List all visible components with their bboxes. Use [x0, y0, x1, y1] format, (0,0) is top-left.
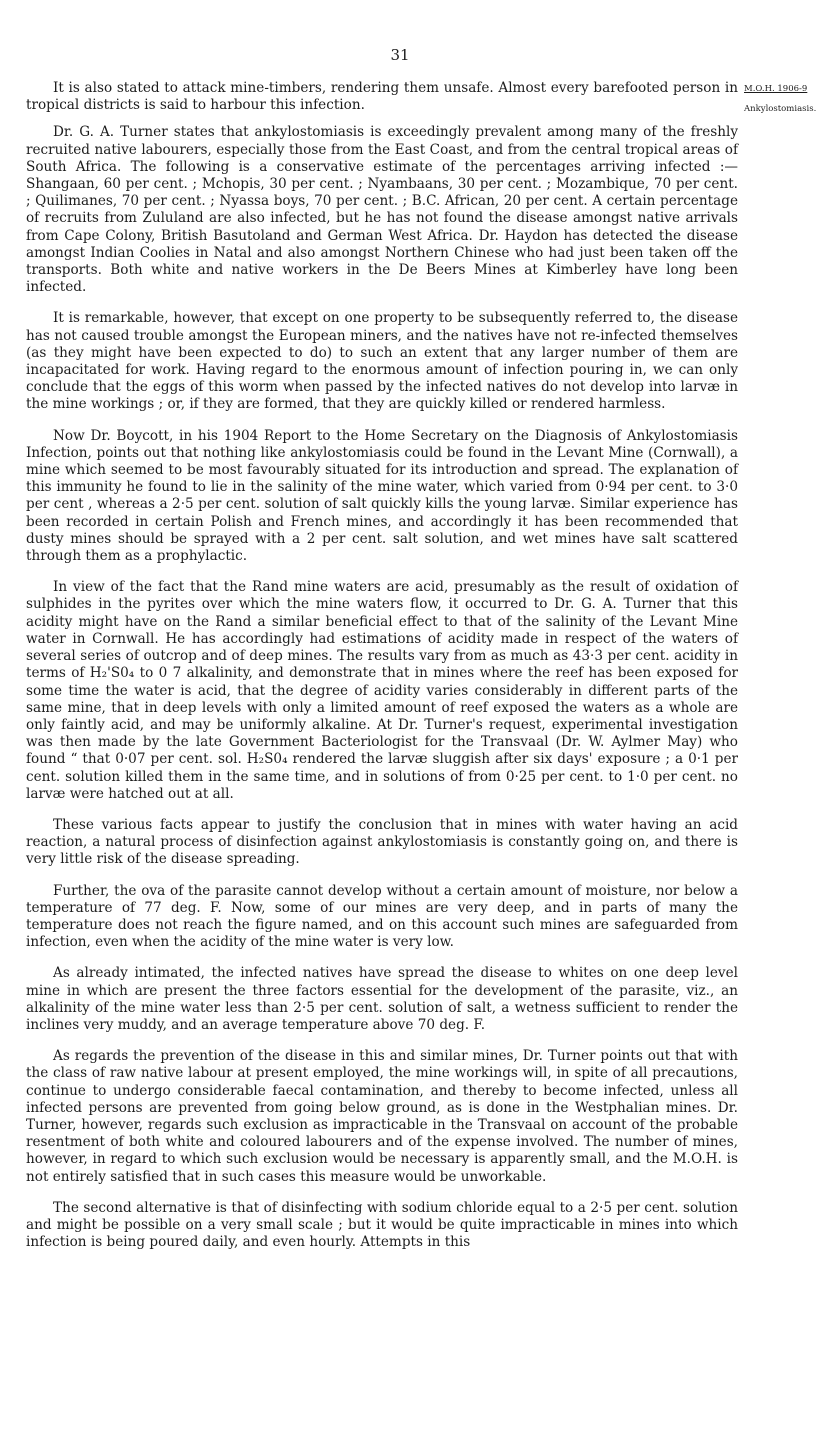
paragraph-european-miners: It is remarkable, however, that except on one property to be subsequently referred to, the disease has not caused trouble amongst the European miners, and the natives have not re-infected themselves (as they might have been expected to do) to such an extent that any larger number of them are incapacitated for work. Having regard to the enormous amount of infection pouring in, we can only conclude that the eggs of this worm when passed by the infected natives do not develop into larvæ in the mine workings ; or, if they are formed, that they are quickly killed or rendered harmless. — [26, 310, 738, 413]
margin-reference: M.O.H. 1906-9 — [744, 84, 808, 94]
paragraph-boycott-report: Now Dr. Boycott, in his 1904 Report to the Home Secretary on the Diagnosis of Ankylostomiasis Infection, points out that nothing like ankylostomiasis could be found in the Levant Mine (Cornwall), a mine which seemed to be most favourably situated for its introduction and spread. The explanation of this immunity he found to lie in the salinity of the mine water, which varied from 0·94 per cent. to 3·0 per cent , whereas a 2·5 per cent. solution of salt quickly kills the young larvæ. Similar experience has been recorded in certain Polish and French mines, and accordingly it has been recommended that dusty mines should be sprayed with a 2 per cent. salt solution, and wet mines have salt scattered through them as a prophylactic. — [26, 427, 738, 565]
page-number: 31 — [390, 46, 410, 64]
margin-topic-note: Ankylostomiasis. — [744, 104, 816, 114]
paragraph-moisture-temperature: Further, the ova of the parasite cannot develop without a certain amount of moisture, nor below a temperature of 77 deg. F. Now, some of our mines are very deep, and in parts of many the temperature does not reach the figure named, and on this account such mines are safeguarded from infection, even when the acidity of the mine water is very low. — [26, 882, 738, 951]
paragraph-second-alternative: The second alternative is that of disinfecting with sodium chloride equal to a 2·5 per cent. solution and might be possible on a very small scale ; but it would be quite impracticable in mines into which infection is being poured daily, and even hourly. Attempts in this — [26, 1199, 738, 1251]
body-text — [26, 80, 738, 1265]
paragraph-rand-acidity: In view of the fact that the Rand mine waters are acid, presumably as the result of oxidation of sulphides in the pyrites over which the mine waters flow, it occurred to Dr. G. A. Turner that this acidity might have on the Rand a similar beneficial effect to that of the salinity of the Levant Mine water in Cornwall. He has accordingly had estimations of acidity made in respect of the waters of several series of outcrop and of deep mines. The results vary from as much as 43·3 per cent. acidity in terms of H₂'S0₄ to 0 7 alkalinity, and demonstrate that in mines where the reef has been exposed for some time the water is acid, that the degree of acidity varies considerably in different parts of the same mine, that in deep levels with only a limited amount of reef exposed the waters as a whole are only faintly acid, and may be uniformly alkaline. At Dr. Turner's request, experimental investigation was then made by the late Government Bacteriologist for the Transvaal (Dr. W. Aylmer May) who found “ that 0·07 per cent. sol. H₂S0₄ rendered the larvæ sluggish after six days' exposure ; a 0·1 per cent. solution killed them in the same time, and in solutions of from 0·25 per cent. to 1·0 per cent. no larvæ were hatched out at all. — [26, 579, 738, 802]
paragraph-deep-level-mine: As already intimated, the infected natives have spread the disease to whites on one deep level mine in which are present the three factors essential for the development of the parasite, viz., an alkalinity of the mine water less than 2·5 per cent. solution of salt, a wetness sufficient to render the inclines very muddy, and an average temperature above 70 deg. F. — [26, 965, 738, 1033]
paragraph-prevention: As regards the prevention of the disease in this and similar mines, Dr. Turner points out that with the class of raw native labour at present employed, the mine workings will, in spite of all precautions, continue to undergo considerable faecal contamination, and thereby to become infected, unless all infected persons are prevented from going below ground, as is done in the Westphalian mines. Dr. Turner, however, regards such exclusion as impracticable in the Transvaal on account of the probable resentment of both white and coloured labourers and of the expense involved. The number of mines, however, in regard to which such exclusion would be necessary is apparently small, and the M.O.H. is not entirely satisfied that in such cases this measure would be unworkable. — [26, 1048, 738, 1185]
paragraph-turner-estimates: Dr. G. A. Turner states that ankylostomiasis is exceedingly prevalent among many of the freshly recruited native labourers, especially those from the East Coast, and from the central tropical areas of South Africa. The following is a conservative estimate of the percentages arriving infected :—Shangaan, 60 per cent. ; Mchopis, 30 per cent. ; Nyambaans, 30 per cent. ; Mozambique, 70 per cent. ; Quilimanes, 70 per cent. ; Nyassa boys, 70 per cent. ; B.C. African, 20 per cent. A certain percentage of recruits from Zululand are also infected, but he has not found the disease amongst native arrivals from Cape Colony, British Basutoland and German West Africa. Dr. Haydon has detected the disease amongst Indian Coolies in Natal and also amongst Northern Chinese who had just been taken off the transports. Both white and native workers in the De Beers Mines at Kimberley have long been infected. — [26, 124, 738, 296]
paragraph-barefooted: It is also stated to attack mine-timbers, rendering them unsafe. Almost every barefooted person in tropical districts is said to harbour this infection. — [26, 80, 738, 114]
paragraph-conclusion: These various facts appear to justify the conclusion that in mines with water having an acid reaction, a natural process of disinfection against ankylostomiasis is constantly going on, and there is very little risk of the disease spreading. — [26, 816, 738, 868]
